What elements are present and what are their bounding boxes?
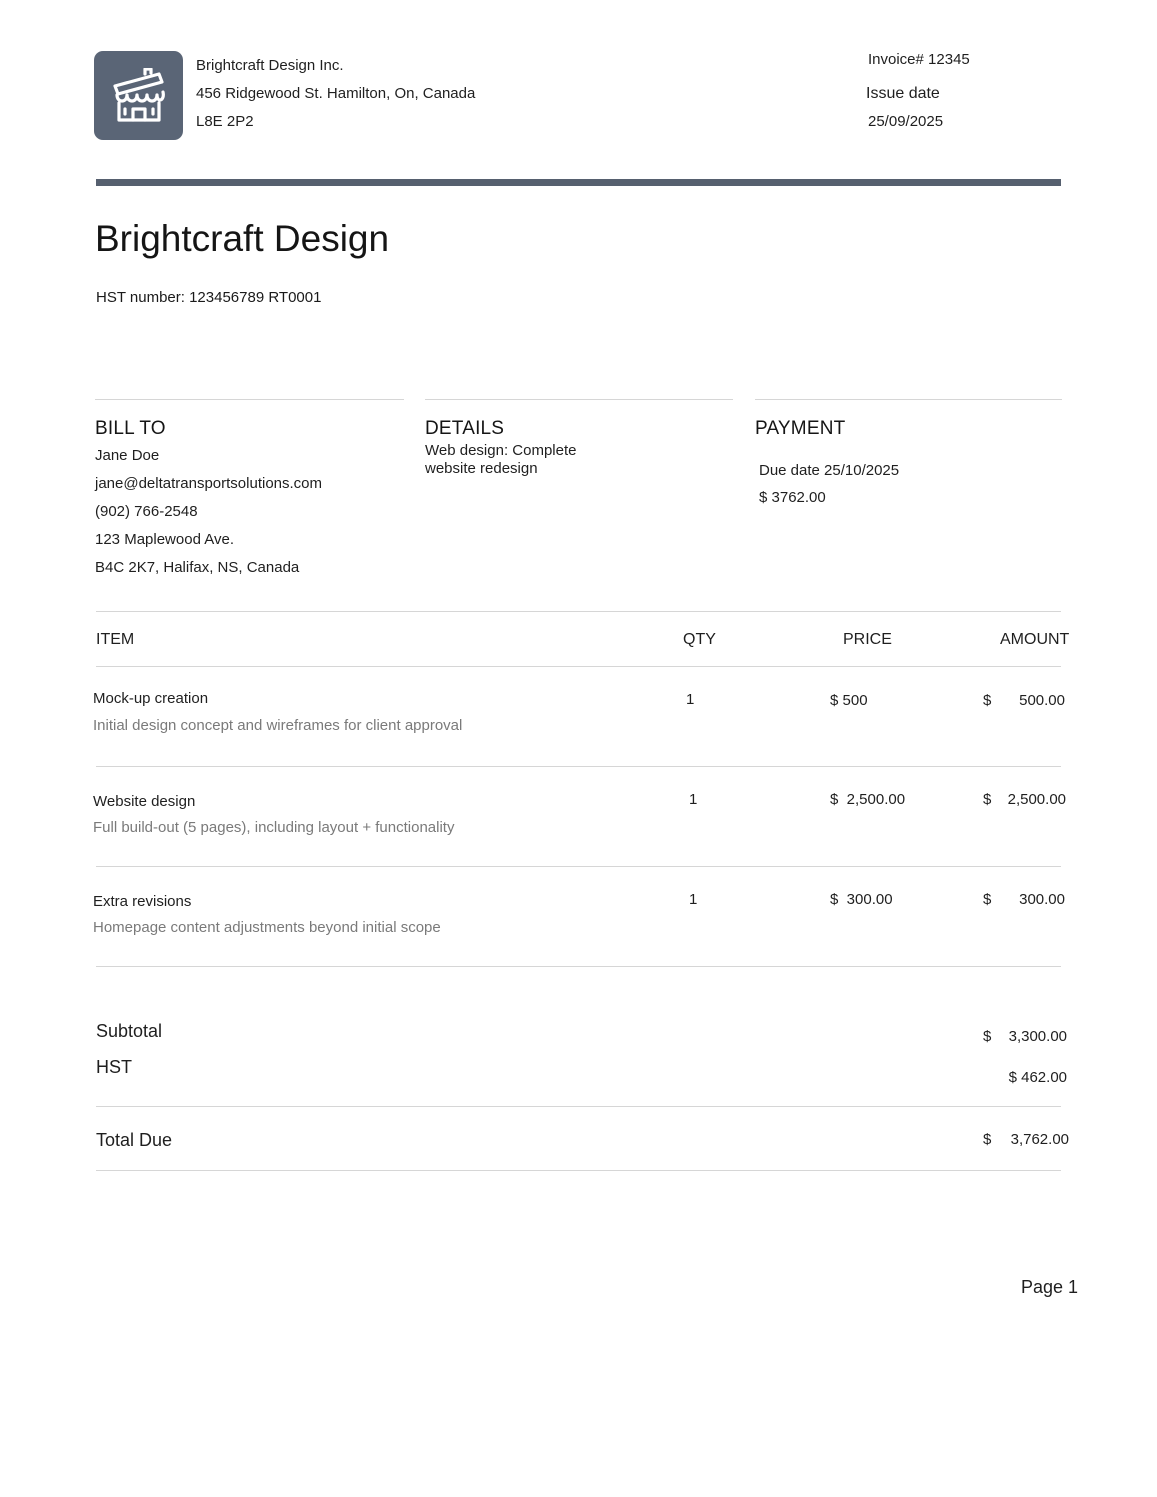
column-header-amount: AMOUNT (1000, 631, 1070, 648)
item-name: Mock-up creation (93, 690, 209, 707)
bill-to-email[interactable]: jane@deltatransportsolutions.com (95, 475, 323, 492)
table-bottom-rule (96, 966, 1061, 967)
item-qty: 1 (689, 791, 698, 808)
bill-to-heading: BILL TO (95, 418, 166, 439)
table-top-rule (96, 611, 1061, 612)
issue-date: 25/09/2025 (868, 113, 944, 130)
item-name: Extra revisions (93, 893, 192, 910)
item-price: $ 300.00 (830, 891, 893, 908)
item-amount: 300.00 (1019, 891, 1065, 908)
page-number: Page 1 (1021, 1277, 1079, 1297)
item-amount-currency: $ (983, 891, 992, 908)
item-description: Full build-out (5 pages), including layout + functionality (93, 819, 455, 836)
bill-to-name: Jane Doe (95, 447, 160, 464)
totals-divider (96, 1106, 1061, 1107)
total-due-currency: $ (983, 1131, 992, 1148)
item-amount-currency: $ (983, 692, 992, 709)
item-amount: 2,500.00 (1007, 791, 1066, 808)
row-divider (96, 766, 1061, 767)
company-logo (94, 51, 183, 140)
page-title: Brightcraft Design (95, 218, 390, 259)
column-header-qty: QTY (683, 631, 716, 648)
issue-date-label: Issue date (866, 85, 940, 102)
bill-to-rule (95, 399, 404, 400)
company-name: Brightcraft Design Inc. (196, 57, 344, 74)
details-heading: DETAILS (425, 418, 505, 439)
total-due-amount: 3,762.00 (1010, 1131, 1069, 1148)
item-amount: 500.00 (1019, 692, 1065, 709)
column-header-item: ITEM (96, 631, 135, 648)
storefront-icon (109, 68, 169, 124)
payment-heading: PAYMENT (755, 418, 846, 439)
details-line1: Web design: Complete (425, 442, 577, 459)
payment-rule (755, 399, 1062, 400)
company-address-line2: L8E 2P2 (196, 113, 254, 130)
header-divider (96, 179, 1061, 186)
row-divider (96, 866, 1061, 867)
subtotal-label: Subtotal (96, 1021, 163, 1041)
payment-amount: $ 3762.00 (759, 489, 826, 506)
table-header-rule (96, 666, 1061, 667)
item-price: $ 2,500.00 (830, 791, 906, 808)
subtotal-amount: 3,300.00 (1008, 1028, 1067, 1045)
total-bottom-rule (96, 1170, 1061, 1171)
bill-to-phone: (902) 766-2548 (95, 503, 198, 520)
item-description: Homepage content adjustments beyond initial scope (93, 919, 441, 936)
bill-to-city: B4C 2K7, Halifax, NS, Canada (95, 559, 300, 576)
bill-to-street: 123 Maplewood Ave. (95, 531, 234, 548)
details-rule (425, 399, 733, 400)
column-header-price: PRICE (843, 631, 892, 648)
item-qty: 1 (689, 891, 698, 908)
hst-number: HST number: 123456789 RT0001 (96, 289, 322, 306)
item-qty: 1 (686, 691, 695, 708)
company-address-line1: 456 Ridgewood St. Hamilton, On, Canada (196, 85, 476, 102)
total-due-label: Total Due (96, 1130, 173, 1150)
subtotal-currency: $ (983, 1028, 992, 1045)
hst-label: HST (96, 1057, 132, 1077)
item-name: Website design (93, 793, 196, 810)
item-amount-currency: $ (983, 791, 992, 808)
item-description: Initial design concept and wireframes for client approval (93, 717, 463, 734)
hst-amount: $ 462.00 (1008, 1069, 1067, 1086)
details-line2: website redesign (425, 460, 538, 477)
payment-due-date: Due date 25/10/2025 (759, 462, 900, 479)
item-price: $ 500 (830, 692, 868, 709)
invoice-number: Invoice# 12345 (868, 51, 970, 68)
